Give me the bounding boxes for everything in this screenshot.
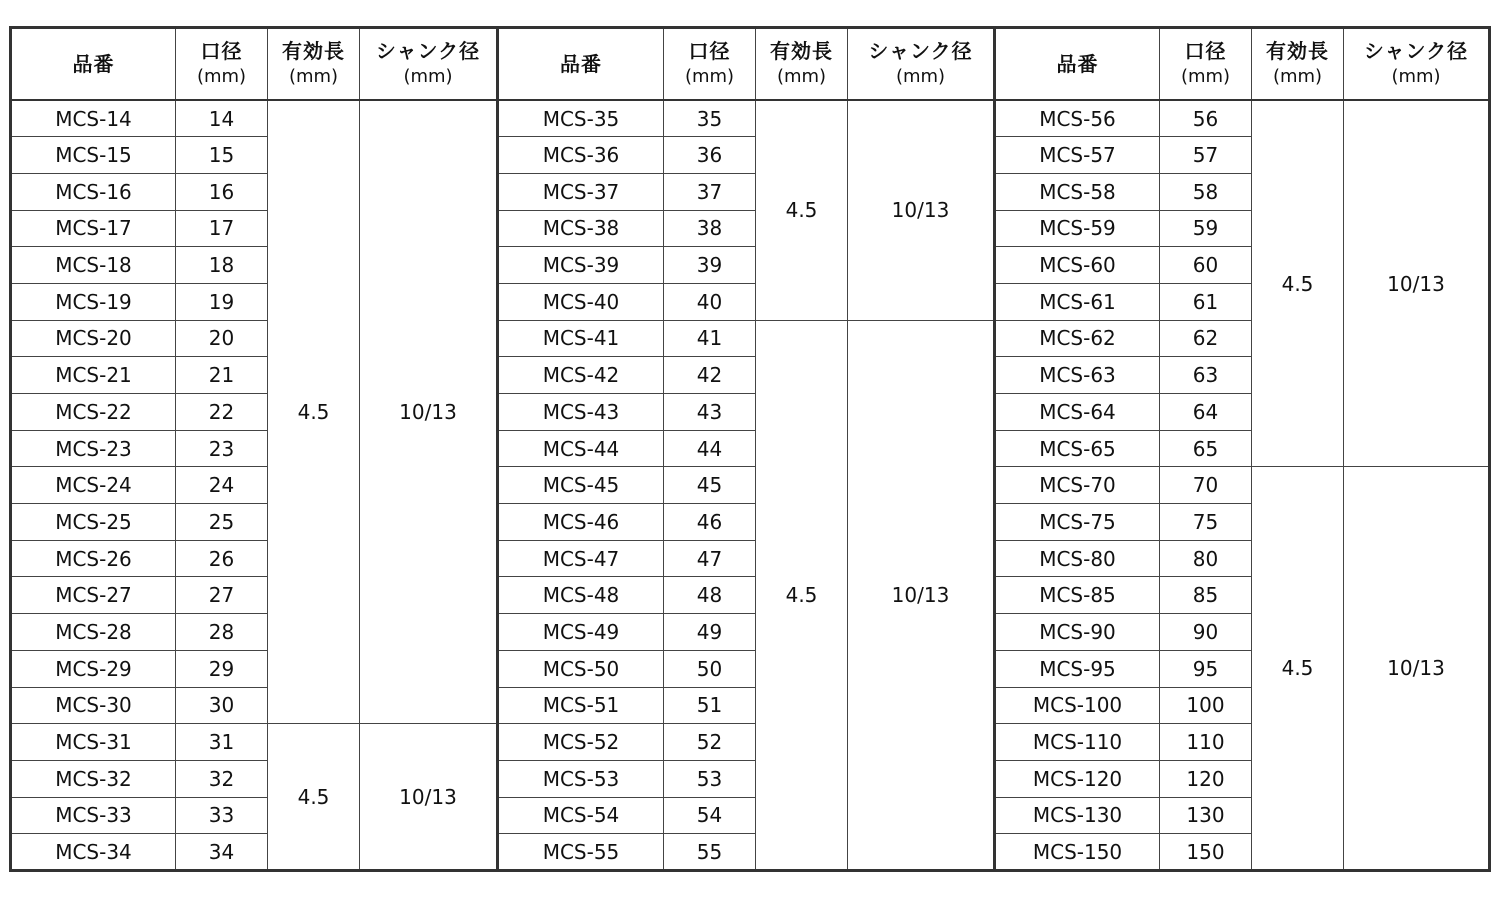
diameter-cell: 33 bbox=[176, 797, 268, 834]
effective-length-cell: 4.5 bbox=[756, 320, 848, 870]
diameter-cell: 150 bbox=[1160, 834, 1252, 871]
diameter-cell: 62 bbox=[1160, 320, 1252, 357]
part-number-cell: MCS-24 bbox=[11, 467, 176, 504]
part-number-cell: MCS-55 bbox=[498, 834, 664, 871]
part-number-cell: MCS-65 bbox=[995, 430, 1160, 467]
table-row bbox=[11, 100, 1490, 137]
part-number-cell: MCS-56 bbox=[995, 100, 1160, 137]
part-number-cell: MCS-48 bbox=[498, 577, 664, 614]
part-number-cell: MCS-14 bbox=[11, 100, 176, 137]
part-number-cell: MCS-18 bbox=[11, 247, 176, 284]
diameter-cell: 70 bbox=[1160, 467, 1252, 504]
part-number-cell: MCS-95 bbox=[995, 650, 1160, 687]
header-diameter: 口径 (mm) bbox=[176, 28, 268, 101]
part-number-cell: MCS-85 bbox=[995, 577, 1160, 614]
diameter-cell: 27 bbox=[176, 577, 268, 614]
diameter-cell: 51 bbox=[664, 687, 756, 724]
diameter-cell: 42 bbox=[664, 357, 756, 394]
diameter-cell: 61 bbox=[1160, 283, 1252, 320]
part-number-cell: MCS-90 bbox=[995, 614, 1160, 651]
diameter-cell: 65 bbox=[1160, 430, 1252, 467]
header-diameter: 口径 (mm) bbox=[664, 28, 756, 101]
part-number-cell: MCS-34 bbox=[11, 834, 176, 871]
diameter-cell: 110 bbox=[1160, 724, 1252, 761]
diameter-cell: 43 bbox=[664, 394, 756, 431]
effective-length-cell: 4.5 bbox=[268, 100, 360, 724]
part-number-cell: MCS-27 bbox=[11, 577, 176, 614]
shank-diameter-cell: 10/13 bbox=[360, 100, 498, 724]
diameter-cell: 48 bbox=[664, 577, 756, 614]
diameter-cell: 75 bbox=[1160, 504, 1252, 541]
diameter-cell: 17 bbox=[176, 210, 268, 247]
effective-length-cell: 4.5 bbox=[1252, 467, 1344, 871]
part-number-cell: MCS-80 bbox=[995, 540, 1160, 577]
part-number-cell: MCS-44 bbox=[498, 430, 664, 467]
diameter-cell: 20 bbox=[176, 320, 268, 357]
header-effective-length: 有効長 (mm) bbox=[268, 28, 360, 101]
diameter-cell: 32 bbox=[176, 760, 268, 797]
effective-length-cell: 4.5 bbox=[268, 724, 360, 871]
table-row bbox=[11, 467, 1490, 504]
effective-length-cell: 4.5 bbox=[756, 100, 848, 320]
shank-diameter-cell: 10/13 bbox=[360, 724, 498, 871]
part-number-cell: MCS-25 bbox=[11, 504, 176, 541]
diameter-cell: 46 bbox=[664, 504, 756, 541]
diameter-cell: 34 bbox=[176, 834, 268, 871]
part-number-cell: MCS-33 bbox=[11, 797, 176, 834]
diameter-cell: 47 bbox=[664, 540, 756, 577]
part-number-cell: MCS-28 bbox=[11, 614, 176, 651]
part-number-cell: MCS-50 bbox=[498, 650, 664, 687]
part-number-cell: MCS-58 bbox=[995, 173, 1160, 210]
diameter-cell: 55 bbox=[664, 834, 756, 871]
header-part-number: 品番 bbox=[498, 28, 664, 101]
diameter-cell: 100 bbox=[1160, 687, 1252, 724]
diameter-cell: 24 bbox=[176, 467, 268, 504]
header-diameter: 口径 (mm) bbox=[1160, 28, 1252, 101]
part-number-cell: MCS-32 bbox=[11, 760, 176, 797]
shank-diameter-cell: 10/13 bbox=[1344, 100, 1490, 467]
part-number-cell: MCS-30 bbox=[11, 687, 176, 724]
diameter-cell: 60 bbox=[1160, 247, 1252, 284]
diameter-cell: 14 bbox=[176, 100, 268, 137]
part-number-cell: MCS-15 bbox=[11, 137, 176, 174]
part-number-cell: MCS-29 bbox=[11, 650, 176, 687]
part-number-cell: MCS-22 bbox=[11, 394, 176, 431]
part-number-cell: MCS-51 bbox=[498, 687, 664, 724]
diameter-cell: 16 bbox=[176, 173, 268, 210]
part-number-cell: MCS-60 bbox=[995, 247, 1160, 284]
diameter-cell: 90 bbox=[1160, 614, 1252, 651]
diameter-cell: 54 bbox=[664, 797, 756, 834]
diameter-cell: 31 bbox=[176, 724, 268, 761]
part-number-cell: MCS-23 bbox=[11, 430, 176, 467]
diameter-cell: 95 bbox=[1160, 650, 1252, 687]
table-body bbox=[11, 100, 1490, 870]
header-shank: シャンク径 (mm) bbox=[360, 28, 498, 101]
part-number-cell: MCS-26 bbox=[11, 540, 176, 577]
diameter-cell: 25 bbox=[176, 504, 268, 541]
part-number-cell: MCS-54 bbox=[498, 797, 664, 834]
part-number-cell: MCS-41 bbox=[498, 320, 664, 357]
header-part-number: 品番 bbox=[11, 28, 176, 101]
part-number-cell: MCS-38 bbox=[498, 210, 664, 247]
part-number-cell: MCS-130 bbox=[995, 797, 1160, 834]
part-number-cell: MCS-39 bbox=[498, 247, 664, 284]
diameter-cell: 63 bbox=[1160, 357, 1252, 394]
part-number-cell: MCS-61 bbox=[995, 283, 1160, 320]
header-effective-length: 有効長 (mm) bbox=[1252, 28, 1344, 101]
diameter-cell: 35 bbox=[664, 100, 756, 137]
diameter-cell: 49 bbox=[664, 614, 756, 651]
header-effective-length: 有効長 (mm) bbox=[756, 28, 848, 101]
diameter-cell: 50 bbox=[664, 650, 756, 687]
part-number-cell: MCS-47 bbox=[498, 540, 664, 577]
diameter-cell: 29 bbox=[176, 650, 268, 687]
part-number-cell: MCS-43 bbox=[498, 394, 664, 431]
header-part-number: 品番 bbox=[995, 28, 1160, 101]
diameter-cell: 21 bbox=[176, 357, 268, 394]
diameter-cell: 18 bbox=[176, 247, 268, 284]
effective-length-cell: 4.5 bbox=[1252, 100, 1344, 467]
part-number-cell: MCS-17 bbox=[11, 210, 176, 247]
part-number-cell: MCS-100 bbox=[995, 687, 1160, 724]
part-number-cell: MCS-31 bbox=[11, 724, 176, 761]
diameter-cell: 80 bbox=[1160, 540, 1252, 577]
diameter-cell: 59 bbox=[1160, 210, 1252, 247]
header-shank: シャンク径 (mm) bbox=[1344, 28, 1490, 101]
part-number-cell: MCS-70 bbox=[995, 467, 1160, 504]
diameter-cell: 120 bbox=[1160, 760, 1252, 797]
part-number-cell: MCS-59 bbox=[995, 210, 1160, 247]
part-number-cell: MCS-37 bbox=[498, 173, 664, 210]
diameter-cell: 36 bbox=[664, 137, 756, 174]
part-number-cell: MCS-57 bbox=[995, 137, 1160, 174]
diameter-cell: 58 bbox=[1160, 173, 1252, 210]
part-number-cell: MCS-75 bbox=[995, 504, 1160, 541]
shank-diameter-cell: 10/13 bbox=[848, 320, 995, 870]
diameter-cell: 44 bbox=[664, 430, 756, 467]
part-number-cell: MCS-120 bbox=[995, 760, 1160, 797]
part-number-cell: MCS-49 bbox=[498, 614, 664, 651]
diameter-cell: 57 bbox=[1160, 137, 1252, 174]
diameter-cell: 64 bbox=[1160, 394, 1252, 431]
diameter-cell: 130 bbox=[1160, 797, 1252, 834]
part-number-cell: MCS-21 bbox=[11, 357, 176, 394]
diameter-cell: 41 bbox=[664, 320, 756, 357]
part-number-cell: MCS-53 bbox=[498, 760, 664, 797]
diameter-cell: 40 bbox=[664, 283, 756, 320]
part-number-cell: MCS-19 bbox=[11, 283, 176, 320]
part-number-cell: MCS-42 bbox=[498, 357, 664, 394]
part-number-cell: MCS-36 bbox=[498, 137, 664, 174]
diameter-cell: 26 bbox=[176, 540, 268, 577]
part-number-cell: MCS-62 bbox=[995, 320, 1160, 357]
part-number-cell: MCS-40 bbox=[498, 283, 664, 320]
part-number-cell: MCS-63 bbox=[995, 357, 1160, 394]
diameter-cell: 39 bbox=[664, 247, 756, 284]
diameter-cell: 56 bbox=[1160, 100, 1252, 137]
part-number-cell: MCS-52 bbox=[498, 724, 664, 761]
diameter-cell: 37 bbox=[664, 173, 756, 210]
part-number-cell: MCS-46 bbox=[498, 504, 664, 541]
shank-diameter-cell: 10/13 bbox=[1344, 467, 1490, 871]
part-number-cell: MCS-110 bbox=[995, 724, 1160, 761]
diameter-cell: 85 bbox=[1160, 577, 1252, 614]
spec-table bbox=[9, 26, 1491, 872]
diameter-cell: 30 bbox=[176, 687, 268, 724]
shank-diameter-cell: 10/13 bbox=[848, 100, 995, 320]
part-number-cell: MCS-64 bbox=[995, 394, 1160, 431]
diameter-cell: 23 bbox=[176, 430, 268, 467]
part-number-cell: MCS-20 bbox=[11, 320, 176, 357]
part-number-cell: MCS-16 bbox=[11, 173, 176, 210]
diameter-cell: 52 bbox=[664, 724, 756, 761]
part-number-cell: MCS-45 bbox=[498, 467, 664, 504]
diameter-cell: 19 bbox=[176, 283, 268, 320]
part-number-cell: MCS-150 bbox=[995, 834, 1160, 871]
diameter-cell: 45 bbox=[664, 467, 756, 504]
diameter-cell: 22 bbox=[176, 394, 268, 431]
diameter-cell: 28 bbox=[176, 614, 268, 651]
diameter-cell: 53 bbox=[664, 760, 756, 797]
header-shank: シャンク径 (mm) bbox=[848, 28, 995, 101]
part-number-cell: MCS-35 bbox=[498, 100, 664, 137]
header-row bbox=[11, 28, 1490, 101]
diameter-cell: 38 bbox=[664, 210, 756, 247]
diameter-cell: 15 bbox=[176, 137, 268, 174]
